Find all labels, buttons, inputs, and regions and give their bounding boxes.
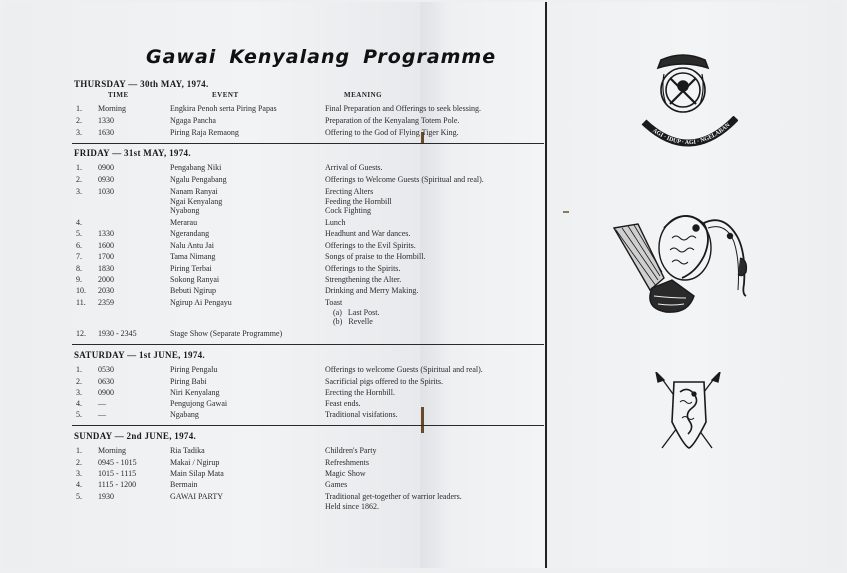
- row-meaning: Magic Show: [325, 469, 366, 478]
- row-number: 3.: [76, 388, 82, 397]
- left-page: [4, 2, 420, 568]
- binding-staple-bottom: [421, 407, 424, 433]
- row-meaning: Offering to the God of Flying Tiger King.: [325, 128, 459, 137]
- row-number: 5.: [76, 229, 82, 238]
- row-time: 0900: [98, 163, 114, 172]
- row-time: 2000: [98, 275, 114, 284]
- row-event: Piring Pengalu: [170, 365, 218, 374]
- row-number: 6.: [76, 241, 82, 250]
- row-event: Piring Raja Remaong: [170, 128, 239, 137]
- left-page-gutter: [420, 2, 546, 568]
- row-event: Sokong Ranyai: [170, 275, 220, 284]
- stain-mark: [563, 211, 569, 213]
- row-meaning: Offerings to the Spirits.: [325, 264, 401, 273]
- row-number: 2.: [76, 116, 82, 125]
- day-heading-friday: FRIDAY — 31st MAY, 1974.: [74, 148, 191, 158]
- day-heading-sunday: SUNDAY — 2nd JUNE, 1974.: [74, 431, 197, 441]
- row-event: Ngabang: [170, 410, 199, 419]
- row-number: 1.: [76, 163, 82, 172]
- title-word: Programme: [363, 46, 497, 68]
- row-meaning: Drinking and Merry Making.: [325, 286, 419, 295]
- row-time: 1830: [98, 264, 114, 273]
- row-meaning: Games: [325, 480, 348, 489]
- row-time: 0945 - 1015: [98, 458, 137, 467]
- row-time: 1330: [98, 229, 114, 238]
- page-divider: [545, 2, 547, 568]
- row-meaning: Strengthening the Alter.: [325, 275, 402, 284]
- row-meaning: Headhunt and War dances.: [325, 229, 411, 238]
- row-meaning: Traditional get-together of warrior leaders. Held since 1862.: [325, 492, 462, 511]
- section-divider: [72, 425, 544, 426]
- row-number: 3.: [76, 128, 82, 137]
- col-header-event: EVENT: [212, 91, 239, 99]
- row-event: Bebuti Ngirup: [170, 286, 216, 295]
- section-divider: [72, 143, 544, 144]
- row-time: —: [98, 399, 106, 408]
- row-number: 2.: [76, 175, 82, 184]
- row-event: Bermain: [170, 480, 198, 489]
- row-number: 4.: [76, 480, 82, 489]
- row-number: 9.: [76, 275, 82, 284]
- row-number: 1.: [76, 446, 82, 455]
- row-number: 3.: [76, 187, 82, 196]
- row-meaning: Children's Party: [325, 446, 377, 455]
- row-meaning: Arrival of Guests.: [325, 163, 383, 172]
- row-meaning: Songs of praise to the Hornbill.: [325, 252, 426, 261]
- row-meaning: Offerings to welcome Guests (Spiritual and real).: [325, 365, 483, 374]
- row-time: 1930 - 2345: [98, 329, 137, 338]
- row-number: 12.: [76, 329, 86, 338]
- row-event: Main Silap Mata: [170, 469, 224, 478]
- row-meaning: Lunch: [325, 218, 346, 227]
- row-time: 1600: [98, 241, 114, 250]
- row-time: 2030: [98, 286, 114, 295]
- row-time: 1930: [98, 492, 114, 501]
- row-meaning: Offerings to the Evil Spirits.: [325, 241, 416, 250]
- row-number: 2.: [76, 458, 82, 467]
- col-header-meaning: MEANING: [344, 91, 383, 99]
- row-time: 1115 - 1200: [98, 480, 137, 489]
- page-title: [146, 46, 497, 72]
- row-event: GAWAI PARTY: [170, 492, 224, 501]
- row-time: 1015 - 1115: [98, 469, 137, 478]
- row-event: Ngerandang: [170, 229, 210, 238]
- row-time: 1700: [98, 252, 114, 261]
- shield-spears-icon: [654, 372, 724, 452]
- title-word: Kenyalang: [229, 46, 351, 68]
- row-time: 0900: [98, 388, 114, 397]
- row-time: 0530: [98, 365, 114, 374]
- row-meaning: Traditional visifations.: [325, 410, 398, 419]
- day-heading-saturday: SATURDAY — 1st JUNE, 1974.: [74, 350, 205, 360]
- row-event: Pengabang Niki: [170, 163, 222, 172]
- row-time: —: [98, 410, 106, 419]
- row-number: 1.: [76, 365, 82, 374]
- row-time: 0630: [98, 377, 114, 386]
- row-time: 2359: [98, 298, 114, 307]
- row-event: Stage Show (Separate Programme): [170, 329, 283, 338]
- row-event: Nanam Ranyai Ngai Kenyalang Nyabong: [170, 187, 223, 216]
- row-event: Engkira Penoh serta Piring Papas: [170, 104, 277, 113]
- row-event: Makai / Ngirup: [170, 458, 220, 467]
- row-event: Ngaga Pancha: [170, 116, 216, 125]
- row-number: 4.: [76, 218, 82, 227]
- row-number: 2.: [76, 377, 82, 386]
- row-event: Piring Babi: [170, 377, 207, 386]
- row-event: Ria Tadika: [170, 446, 205, 455]
- row-event: Ngalu Pengabang: [170, 175, 227, 184]
- section-divider: [72, 344, 544, 345]
- row-event: Merarau: [170, 218, 198, 227]
- row-number: 3.: [76, 469, 82, 478]
- row-event: Nalu Antu Jai: [170, 241, 214, 250]
- row-number: 10.: [76, 286, 86, 295]
- row-time: Morning: [98, 446, 126, 455]
- row-time: 1030: [98, 187, 114, 196]
- hornbill-carving-icon: [612, 198, 757, 323]
- row-meaning: Erecting the Hornbill.: [325, 388, 395, 397]
- row-event: Ngirup Ai Pengayu: [170, 298, 232, 307]
- row-meaning: Sacrificial pigs offered to the Spirits.: [325, 377, 444, 386]
- crest-motto-scroll: [640, 116, 738, 166]
- row-event: Tama Nimang: [170, 252, 216, 261]
- crest-motto: AGI · IDUP · AGI · NGELABAN: [651, 122, 732, 147]
- row-event: Niri Kenyalang: [170, 388, 220, 397]
- row-number: 5.: [76, 492, 82, 501]
- row-number: 8.: [76, 264, 82, 273]
- row-number: 5.: [76, 410, 82, 419]
- title-word: Gawai: [146, 46, 217, 68]
- row-meaning: Refreshments: [325, 458, 369, 467]
- row-meaning: Preparation of the Kenyalang Totem Pole.: [325, 116, 460, 125]
- row-meaning: Toast (a) Last Post. (b) Revelle: [325, 298, 380, 327]
- row-number: 1.: [76, 104, 82, 113]
- row-event: Pengujong Gawai: [170, 399, 228, 408]
- row-meaning: Erecting Alters Feeding the Hornbill Cock Fighting: [325, 187, 392, 216]
- row-time: 0930: [98, 175, 114, 184]
- row-meaning: Feast ends.: [325, 399, 361, 408]
- row-meaning: Offerings to Welcome Guests (Spiritual and real).: [325, 175, 484, 184]
- row-time: 1630: [98, 128, 114, 137]
- row-number: 7.: [76, 252, 82, 261]
- row-meaning: Final Preparation and Offerings to seek blessing.: [325, 104, 482, 113]
- day-heading-thursday: THURSDAY — 30th MAY, 1974.: [74, 79, 209, 89]
- row-event: Piring Terbai: [170, 264, 212, 273]
- row-time: Morning: [98, 104, 126, 113]
- row-number: 11.: [76, 298, 86, 307]
- row-number: 4.: [76, 399, 82, 408]
- row-time: 1330: [98, 116, 114, 125]
- col-header-time: TIME: [108, 91, 129, 99]
